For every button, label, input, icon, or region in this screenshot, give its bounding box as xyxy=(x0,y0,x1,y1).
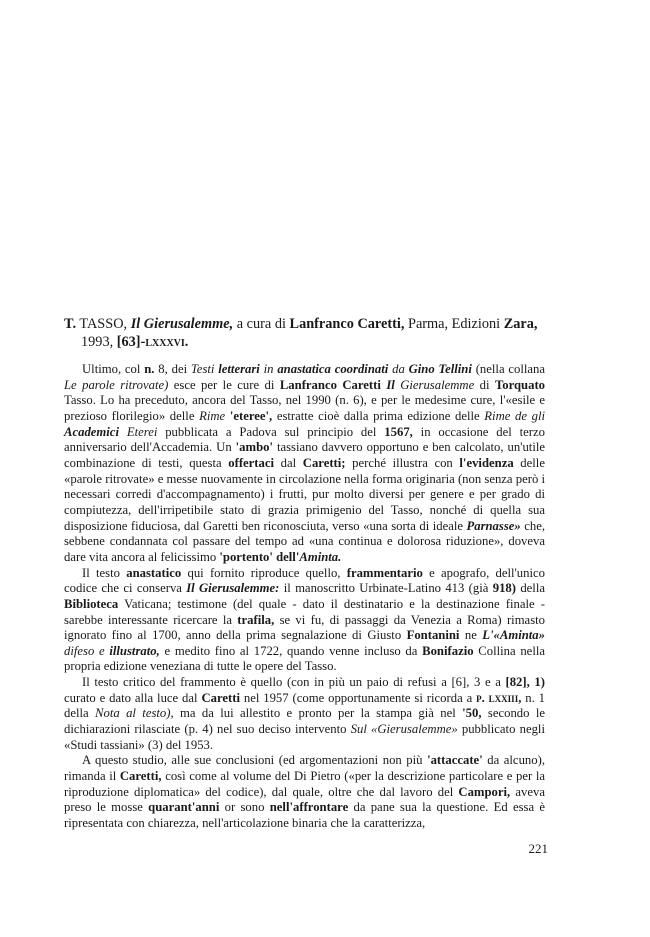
text-run: 918) xyxy=(492,581,516,596)
text-run: 8, dei xyxy=(154,362,191,376)
text-run: 'portento' dell' xyxy=(219,549,300,564)
text-run: nel 1957 (come opportunamente si ricorda a xyxy=(239,690,477,705)
text-run: n. 1 della xyxy=(64,690,546,721)
text-run: Torquato xyxy=(494,377,546,392)
text-run: Rime xyxy=(199,408,226,423)
text-run: curato e dato alla luce dal xyxy=(64,690,202,705)
text-run: Aminta. xyxy=(299,549,342,564)
text-run: or sono xyxy=(219,800,270,815)
text-run: così come al volume del Di Pietro («per la descrizione particolare e per la riproduzione diplomatica» del codice), dal quale, oltre che dal lavoro del xyxy=(64,769,545,799)
text-run: Testi xyxy=(190,362,219,376)
text-run: Caretti xyxy=(201,690,240,705)
text-run: Le parole ritrovate) xyxy=(64,377,169,392)
text-run: Vaticana; testimone (del quale - dato il destinatario e la destinazione finale - sarebbe interessante ricercare la xyxy=(64,596,545,627)
text-run: Bonifazio xyxy=(422,643,474,658)
text-run: Nota al testo), xyxy=(95,706,174,721)
text-run: l'evidenza xyxy=(459,455,514,470)
text-run: A questo studio, alle sue conclusioni (ed argomentazioni non più xyxy=(82,753,428,768)
bibliographic-entry xyxy=(64,315,544,351)
text-run: Sul «Gierusalemme» xyxy=(350,722,458,737)
text-run: ma da lui allestito e pronto per la stampa già nel xyxy=(173,706,463,721)
text-run: tassiano davvero opportuno e ben calcolato, un'utile combinazione di testi, questa xyxy=(64,440,545,470)
text-run: Il testo xyxy=(82,565,127,580)
text-run: 1567, xyxy=(384,424,413,439)
paragraph xyxy=(64,362,545,566)
text-run: (nella collana xyxy=(471,362,546,376)
text-run: che, sebbene condannata col passare del tempo ad «una continua e dolorosa riduzione», doveva dare vita ancora al felicissimo xyxy=(64,518,545,564)
text-run: Ultimo, col xyxy=(82,362,145,376)
text-run: Il xyxy=(386,377,395,392)
text-run: Collina nella propria edizione veneziana di tutte le opere del Tasso. xyxy=(64,643,545,674)
text-run: Parnasse» xyxy=(466,518,521,533)
text-run: e apografo, dell'unico codice che ci conserva xyxy=(64,565,545,596)
text-run: Il Gierusalemme: xyxy=(186,581,280,596)
text-run: Caretti, xyxy=(119,769,162,784)
editor-prefix: a cura di xyxy=(236,316,286,332)
work-title: Il Gierusalemme, xyxy=(130,316,234,332)
text-run: da alcuno), rimanda il xyxy=(64,753,545,784)
text-run: Academici xyxy=(64,424,119,439)
text-run: trafila, xyxy=(237,612,275,627)
text-run: difeso e xyxy=(64,643,110,658)
text-run: Caretti; xyxy=(302,455,346,470)
text-run: 'attaccate' xyxy=(427,753,483,768)
text-run: ne xyxy=(459,628,483,643)
review-body xyxy=(64,362,545,832)
page-range: [63]-lxxxvi. xyxy=(116,334,189,350)
text-run: Tasso. Lo ha preceduto, ancora del Tasso, nel 1990 (n. 6), e per le medesime cure, l'«esile e prezioso florilegio» delle xyxy=(64,393,545,423)
editor-name: Lanfranco Caretti, xyxy=(289,316,405,332)
text-run: Rime de gli xyxy=(484,408,546,423)
text-run: in occasione del terzo anniversario dell'Accademia. Un xyxy=(64,424,545,455)
text-run: 'eteree', xyxy=(229,408,273,423)
publisher-name: Zara, xyxy=(503,316,538,332)
text-run: pubblicato negli «Studi tassiani» (3) del 1953. xyxy=(64,722,545,752)
text-run: e medito fino al 1722, quando venne incluso da xyxy=(159,643,423,658)
text-run: offertaci xyxy=(228,455,275,470)
text-run: dal xyxy=(274,455,303,470)
text-run: anastatica coordinati xyxy=(277,362,389,376)
text-run: p. lxxiii, xyxy=(476,690,522,705)
text-run: il manoscritto Urbinate-Latino 413 (già xyxy=(279,581,493,596)
text-run: letterari xyxy=(218,362,260,376)
text-run: secondo le dichiarazioni rilasciate (p. 4) nel suo deciso intervento xyxy=(64,706,545,737)
text-run: da pane sua la questione. Ed essa è ripresentata con chiarezza, nell'articolazione binaria che la caratterizza, xyxy=(64,800,545,831)
text-run: Gierusalemme xyxy=(394,377,475,392)
page-number: 221 xyxy=(528,841,548,856)
paragraph xyxy=(64,675,545,753)
text-run: Lanfranco Caretti xyxy=(279,377,381,392)
text-run: L'«Aminta» xyxy=(482,628,545,643)
text-run: delle «parole ritrovate» e messe nuovamente in circolazione nella forma originaria (non senza però i necessari corredi d'accompagnamento) i frutti, pur molto diversi per genere e per grado di compiutezza, dell'irripetibile stato di grazia primigenio del Tasso, nonché di quella sua disposizione fiduciosa, dal Garetti ben riconosciuta, verso «una sorta di ideale xyxy=(64,455,545,533)
text-run: nell'affrontare xyxy=(269,800,349,815)
text-run: in xyxy=(259,362,278,376)
author-surname: TASSO, xyxy=(79,316,128,332)
text-run: anastatico xyxy=(126,565,182,580)
text-run: se vi fu, di passaggi da Venezia a Roma) rimasto ignorato fino al 1700, anno della prima segnalazione di Giusto xyxy=(64,612,545,643)
text-run: Il testo critico del frammento è quello (con in più un paio di refusi a [6], 3 e a xyxy=(82,675,506,690)
paragraph xyxy=(64,753,545,831)
text-run: Campori, xyxy=(458,784,511,799)
text-run: n. xyxy=(144,362,155,376)
text-run: '50, xyxy=(462,706,482,721)
text-run: estratte cioè dalla prima edizione delle xyxy=(272,408,485,423)
text-run: quarant'anni xyxy=(148,800,220,815)
publication-year: 1993, xyxy=(81,334,114,350)
text-run: Biblioteca xyxy=(64,596,119,611)
text-run: di xyxy=(474,377,495,392)
text-run: frammentario xyxy=(346,565,423,580)
text-run: aveva preso le mosse xyxy=(64,784,545,815)
text-run: [82], 1) xyxy=(505,675,545,690)
text-run: Gino Tellini xyxy=(408,362,472,376)
text-run: 'ambo' xyxy=(235,440,273,455)
text-run: Eterei xyxy=(118,424,158,439)
text-run: illustrato, xyxy=(109,643,160,658)
text-run: perché illustra con xyxy=(345,455,460,470)
text-run: qui fornito riproduce quello, xyxy=(181,565,347,580)
text-run: della xyxy=(516,581,545,596)
paragraph xyxy=(64,566,545,676)
text-run: da xyxy=(388,362,409,376)
text-run: esce per le cure di xyxy=(168,377,280,392)
text-run: Fontanini xyxy=(406,628,460,643)
text-run: pubblicata a Padova sul principio del xyxy=(157,424,385,439)
publication-place: Parma, Edizioni xyxy=(408,316,501,332)
author-initial: T. xyxy=(64,316,77,332)
